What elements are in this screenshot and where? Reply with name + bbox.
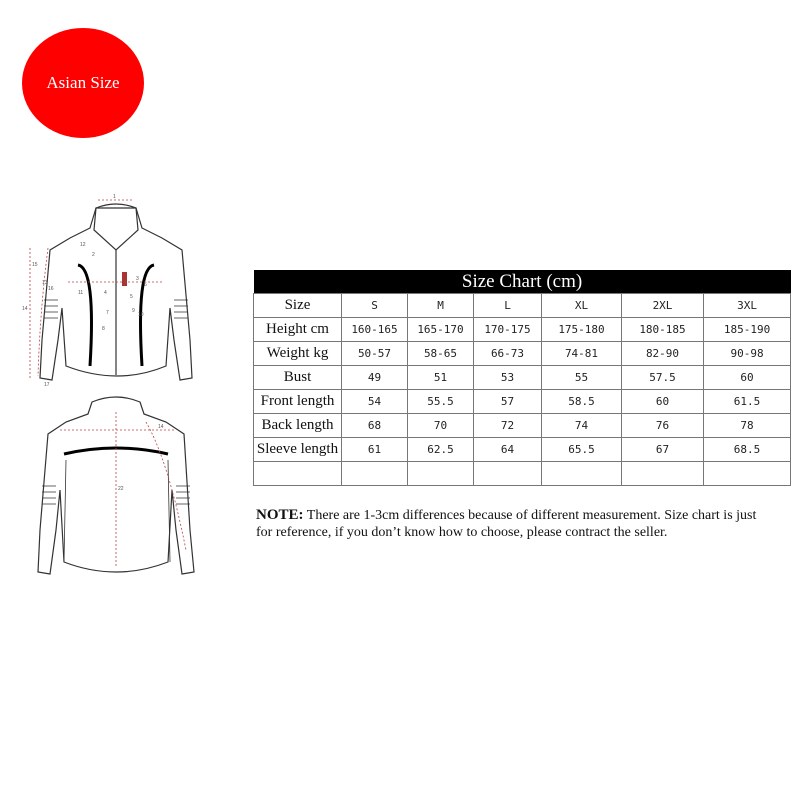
table-cell: 49 <box>342 366 408 390</box>
table-cell: 53 <box>474 366 542 390</box>
measure-label: 15 <box>32 262 38 268</box>
table-cell: 185-190 <box>704 318 791 342</box>
measure-label: 13 <box>42 280 48 286</box>
table-cell: L <box>474 294 542 318</box>
note-prefix: NOTE: <box>256 507 304 523</box>
table-cell: 160-165 <box>342 318 408 342</box>
measure-label: 6 <box>144 282 147 288</box>
table-cell: 58.5 <box>542 390 622 414</box>
measure-label: 2 <box>92 252 95 258</box>
table-cell <box>474 462 542 486</box>
table-cell <box>622 462 704 486</box>
row-label: Sleeve length <box>254 438 342 462</box>
table-cell: 165-170 <box>408 318 474 342</box>
table-cell: 2XL <box>622 294 704 318</box>
table-cell: 70 <box>408 414 474 438</box>
note-paragraph <box>256 507 776 541</box>
measure-label: 17 <box>44 382 50 388</box>
table-row <box>254 366 791 390</box>
table-cell: 60 <box>704 366 791 390</box>
table-row <box>254 462 791 486</box>
jacket-front-figure <box>30 200 192 380</box>
measure-label: 5 <box>130 294 133 300</box>
measure-label: 12 <box>80 242 86 248</box>
row-label: Bust <box>254 366 342 390</box>
table-cell: 90-98 <box>704 342 791 366</box>
table-cell: 55.5 <box>408 390 474 414</box>
table-cell <box>542 462 622 486</box>
table-row <box>254 294 791 318</box>
table-cell <box>704 462 791 486</box>
measure-label: 10 <box>138 312 144 318</box>
table-cell: 57 <box>474 390 542 414</box>
measure-label: 22 <box>118 486 124 492</box>
table-cell: M <box>408 294 474 318</box>
size-chart-title: Size Chart (cm) <box>254 270 791 294</box>
measure-label: 14 <box>22 306 28 312</box>
row-label: Front length <box>254 390 342 414</box>
jacket-back-figure <box>38 397 194 574</box>
size-chart-body <box>254 294 791 486</box>
measure-label: 1 <box>113 194 116 200</box>
measure-label: 9 <box>132 308 135 314</box>
table-cell <box>342 462 408 486</box>
table-cell: 76 <box>622 414 704 438</box>
table-cell: 57.5 <box>622 366 704 390</box>
table-row <box>254 438 791 462</box>
table-cell: 60 <box>622 390 704 414</box>
table-row <box>254 318 791 342</box>
table-cell: 50-57 <box>342 342 408 366</box>
measure-label: 14 <box>158 424 164 430</box>
table-cell: 67 <box>622 438 704 462</box>
table-row <box>254 342 791 366</box>
table-cell: 3XL <box>704 294 791 318</box>
table-cell: S <box>342 294 408 318</box>
table-cell: 68.5 <box>704 438 791 462</box>
table-cell: 72 <box>474 414 542 438</box>
table-cell: 68 <box>342 414 408 438</box>
row-label <box>254 462 342 486</box>
row-label: Height cm <box>254 318 342 342</box>
row-label: Back length <box>254 414 342 438</box>
table-cell: 78 <box>704 414 791 438</box>
table-row <box>254 414 791 438</box>
table-cell: 180-185 <box>622 318 704 342</box>
table-cell: 64 <box>474 438 542 462</box>
jacket-diagrams <box>18 190 208 610</box>
table-cell: 62.5 <box>408 438 474 462</box>
row-label: Size <box>254 294 342 318</box>
table-cell: 65.5 <box>542 438 622 462</box>
measure-label: 3 <box>136 276 139 282</box>
row-label: Weight kg <box>254 342 342 366</box>
measure-label: 16 <box>48 286 54 292</box>
measure-label: 7 <box>106 310 109 316</box>
table-row <box>254 390 791 414</box>
note-text: There are 1-3cm differences because of different measurement. Size chart is just for reference, if you don’t know how to choose, please contract the seller. <box>256 508 757 540</box>
table-cell: 175-180 <box>542 318 622 342</box>
measure-label: 8 <box>102 326 105 332</box>
table-cell: 74-81 <box>542 342 622 366</box>
measure-label: 4 <box>104 290 107 296</box>
measure-label: 11 <box>78 290 84 296</box>
table-cell: 82-90 <box>622 342 704 366</box>
table-cell <box>408 462 474 486</box>
badge-label: Asian Size <box>46 73 120 92</box>
table-cell: 170-175 <box>474 318 542 342</box>
asian-size-badge <box>22 28 144 138</box>
table-cell: XL <box>542 294 622 318</box>
table-cell: 55 <box>542 366 622 390</box>
table-cell: 58-65 <box>408 342 474 366</box>
table-cell: 61 <box>342 438 408 462</box>
table-cell: 66-73 <box>474 342 542 366</box>
table-cell: 61.5 <box>704 390 791 414</box>
table-cell: 74 <box>542 414 622 438</box>
table-cell: 54 <box>342 390 408 414</box>
size-chart-title-row <box>254 270 791 294</box>
table-cell: 51 <box>408 366 474 390</box>
size-chart-table <box>253 270 791 486</box>
